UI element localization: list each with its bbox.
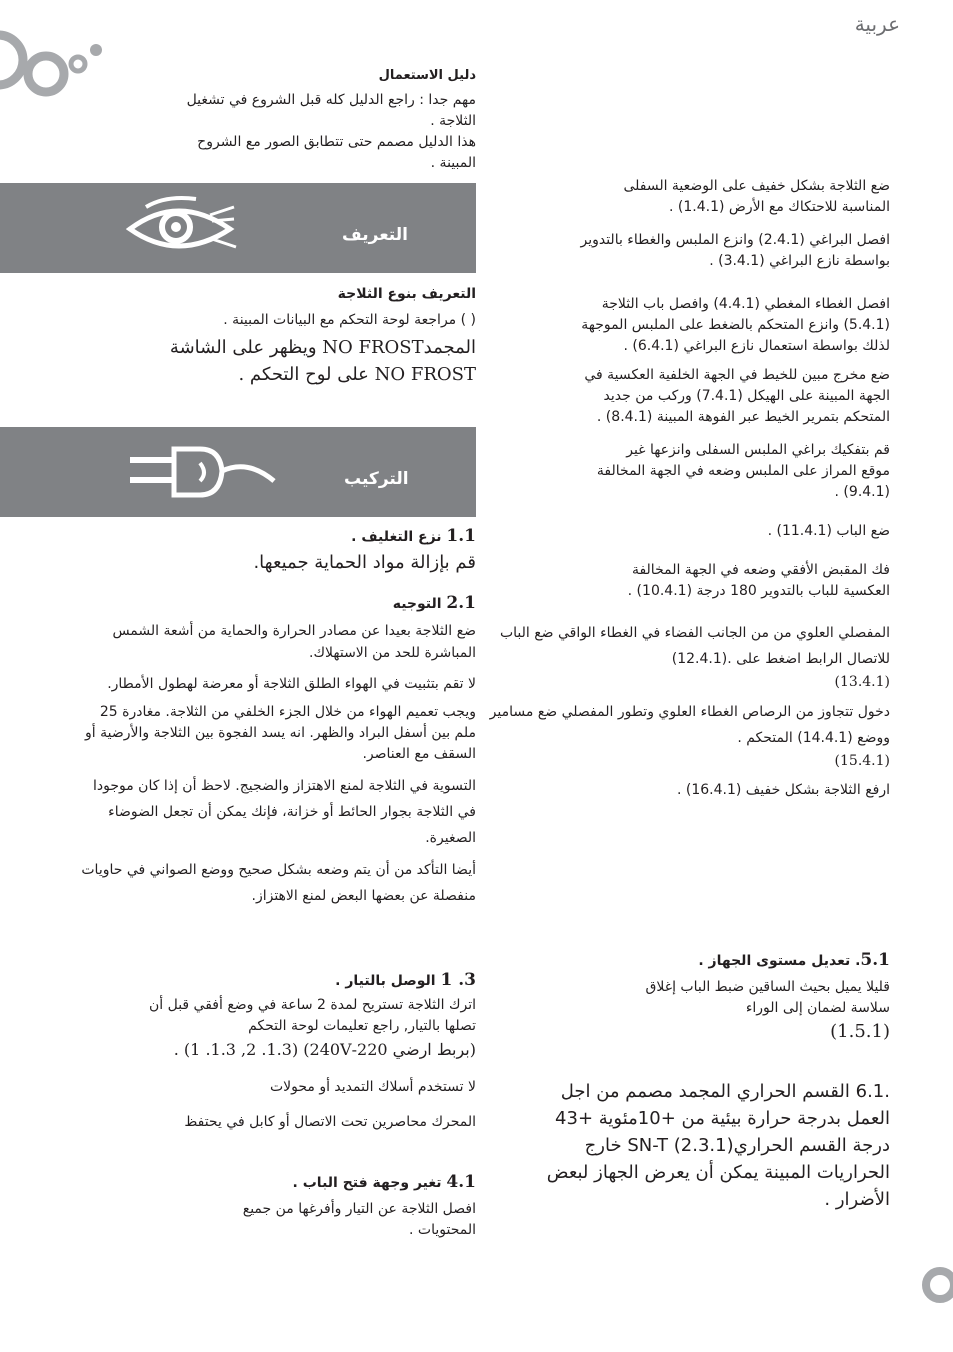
section-paragraph: قم بإزالة مواد الحماية جميعها. <box>253 552 476 573</box>
guide-paragraph: هذا الدليل مصمم حتى تتطابق الصور مع الشروح المبينة . <box>197 134 476 171</box>
section-paragraph: المحرك محاصرين تحت الاتصال أو كابل في يحتفظ <box>184 1114 476 1130</box>
step-paragraph: قم بتفكيك براغي الملبس السفلى وانزعها غير موقع المراز على الملبس وضعه في الجهة المخالفة (9.4.1) . <box>596 442 890 500</box>
section-paragraph: لا تستخدم أسلاك التمديد أو محولات <box>269 1079 476 1095</box>
step-paragraph: افصل البراغي (2.4.1) وانزع الملبس والغطاء بالتدوير بواسطة نازع البراغي (3.4.1) . <box>580 232 890 269</box>
section-5-1 <box>640 950 890 1045</box>
section-paragraph: اترك الثلاجة تستريح لمدة 2 ساعة في وضع أفقي قبل أن تصلها بالتيار, راجع تعليمات لوحة التحكم <box>148 997 476 1034</box>
section-1-1 <box>240 526 476 576</box>
identification-banner-label: التعريف <box>342 225 408 245</box>
guide-title: دليل الاستعمال <box>378 68 476 83</box>
identification-banner <box>0 183 476 273</box>
step-reference: (15.4.1) <box>834 753 890 769</box>
section-paragraph: افصل الثلاجة عن التيار وأفرغها من جميع المحتويات . <box>242 1201 476 1238</box>
section-paragraph: لا تقم بتثبيت في الهواء الطلق الثلاجة أو معرضة لهطول الأمطار. <box>107 676 476 692</box>
section-title: نزع التغليف . <box>351 529 442 545</box>
step-paragraph: ضع مخرج مبين للخيط في الجهة الخلفية العكسية في الجهة المبينة على الهيكل (7.4.1) وركب من جديد المتحكم بتمرير الخيط عبر الفوهة المبينة (8.4.1) . <box>584 367 890 425</box>
step-paragraph: المفصلي العلوي من من الجانب الفضاء في الغطاء الواقي ضع الباب للاتصال الرابط اضغط على .(12.4.1) <box>499 625 890 667</box>
section-paragraph: (بربط ارضي 220-240V) (1 .1.3 ,2 .1.3) . <box>173 1040 476 1059</box>
guide-paragraph: مهم جدا : راجع الدليل كله قبل الشروع في تشغيل الثلاجة . <box>186 92 476 129</box>
plug-icon <box>128 441 278 503</box>
section-number: 5.1 <box>860 950 890 970</box>
section-number: 4.1 <box>446 1172 476 1192</box>
installation-banner-label: التركيب <box>344 469 409 489</box>
step-paragraph: ضع الباب (11.4.1) . <box>767 523 890 539</box>
section-paragraph: قليلا يميل بحيث الساقين ضبط الباب إغلاق سلاسة لضمان إلى الوراء <box>645 979 890 1016</box>
identification-paragraph: المجمدNO FROST ويظهر على الشاشة NO FROST على لوح التحكم . <box>169 337 476 385</box>
step-paragraph: ارفع الثلاجة بشكل خفيف (16.4.1) . <box>676 782 890 798</box>
brand-logo-icon <box>0 20 110 110</box>
step-paragraph: افصل الغطاء المغطي (4.4.1) وافصل باب الثلاجة (5.4.1) وانزع المتحكم بالضغط على الملبس الموجهة لذلك بواسطة استعمال نازع البراغي (6.4.1) . <box>581 296 890 354</box>
section-title: التوجيه <box>392 596 442 612</box>
section-paragraph: ويجب تعميم الهواء من خلال الجزء الخلفي من الثلاجة. مغادرة 25 ملم بين أسفل البراد والظهر. انه يسد الفجوة بين الثلاجة والأرضية أو السقف مع العناصر. <box>85 704 476 762</box>
step-paragraph: فك المقبض الأفقي وضعه في الجهة المخالفة العكسية للباب بالتدوير 180 درجة (10.4.1) . <box>627 562 890 599</box>
identification-section <box>162 284 476 388</box>
section-number: 1.1 <box>446 526 476 546</box>
section-title: . تعديل مستوى الجهاز . <box>698 953 861 969</box>
section-paragraph: أيضا التأكد من أن يتم وضعه بشكل صحيح ووضع الصواني في حاويات منفصلة عن بعضها البعض لمنع الاهتزاز. <box>81 862 476 904</box>
section-paragraph: التسوية في الثلاجة لمنع الاهتزاز والضجيج. لاحظ أن إذا كان موجودا في الثلاجة بجوار الحائط أو خزانة، فإنك يمكن أن تجعل الضوضاء الصغيرة. <box>92 778 476 846</box>
step-paragraph: ضع الثلاجة بشكل خفيف على الوضعية السفلى المناسبة للاحتكاك مع الأرض (1.4.1) . <box>623 178 890 215</box>
step-paragraph: دخول تتجاوز من الرصاص الغطاء العلوي وتطور المفصلي ضع مسامير ووضع (14.4.1) المتحكم . <box>489 704 890 746</box>
section-2-1 <box>78 593 476 909</box>
language-label: عربية <box>854 12 900 36</box>
eye-icon <box>126 193 238 263</box>
step-reference: (13.4.1) <box>834 674 890 690</box>
section-6-1 <box>522 1078 890 1213</box>
door-reversal-steps <box>489 176 890 801</box>
section-reference: (1.5.1) <box>830 1021 890 1042</box>
page-corner-circle-icon <box>918 1264 953 1306</box>
guide-section <box>170 66 476 174</box>
section-paragraph: ضع الثلاجة بعيدا عن مصادر الحرارة والحماية من أشعة الشمس المباشرة للحد من الاستهلاك. <box>112 623 476 661</box>
section-number: 2.1 <box>446 593 476 613</box>
section-number: 3. 1 <box>440 970 476 990</box>
section-title: الوصل بالتيار . <box>335 973 436 989</box>
section-paragraph: .6.1 القسم الحراري المجمد مصمم من اجل العمل بدرجة حرارة بيئية من +10مئوية +43 درجة القسم الحراريSN-T (2.3.1) خارج الحراريات المبينة يمكن أن يعرض الجهاز لبعض الأضرار . <box>546 1081 890 1210</box>
identification-title: التعريف بنوع الثلاجة <box>337 286 476 302</box>
installation-banner <box>0 427 476 517</box>
section-4-1 <box>210 1172 476 1241</box>
identification-paragraph: ( ) مراجعة لوحة التحكم مع البيانات المبينة . <box>223 312 476 328</box>
section-title: تغير وجهة فتح الباب . <box>292 1175 442 1191</box>
section-3-1 <box>130 970 476 1133</box>
